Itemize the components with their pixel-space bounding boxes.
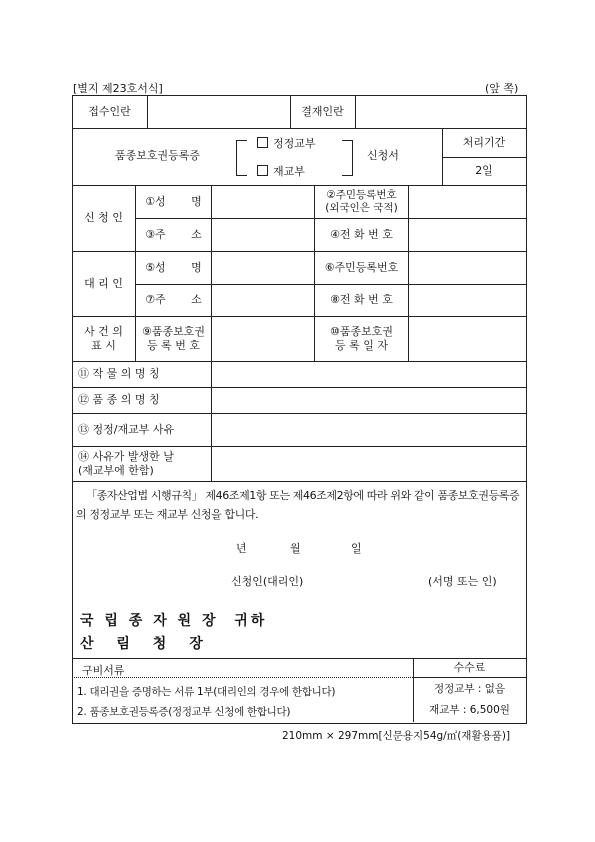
agent-name-label: ⑤성 명 [145, 260, 202, 274]
case-reg-no-label: ⑨품종보호권 등 록 번 호 [142, 325, 205, 352]
agent-id-label: ⑥주민등록번호 [324, 260, 399, 274]
certificate-name: 품종보호권등록증 [114, 149, 200, 163]
fees-correction: 정정교부 : 없음 [433, 683, 506, 696]
case-reg-date-field[interactable] [409, 317, 525, 360]
crop-name-field[interactable] [212, 362, 525, 386]
approval-stamp-area[interactable] [356, 96, 524, 127]
applicant-id-field[interactable] [409, 186, 525, 217]
agent-id-field[interactable] [409, 252, 525, 283]
agent-address-label: ⑦주 소 [145, 293, 202, 307]
approval-stamp-label: 결재인란 [301, 104, 344, 118]
statement-text: 「종자산업법 시행규칙」 제46조제1항 또는 제46조제2항에 따라 위와 같이 품종보호권등록증의 정정교부 또는 재교부 신청을 합니다. [76, 489, 520, 521]
option-correction[interactable] [257, 135, 316, 151]
agent-phone-label: ⑧전 화 번 호 [330, 293, 393, 307]
option-reissue-label: 재교부 [273, 165, 305, 178]
date-month: 월 [290, 542, 301, 555]
variety-name-label: ⑫ 품 종 의 명 칭 [78, 393, 160, 407]
case-reg-date-label: ⑩품종보호권 등 록 일 자 [330, 325, 393, 352]
option-correction-label: 정정교부 [273, 137, 316, 150]
case-reg-no-field[interactable] [212, 317, 313, 360]
applicant-address-field[interactable] [212, 219, 313, 250]
addressee-line2: 산 림 청 장 [80, 636, 212, 652]
receipt-stamp-label: 접수인란 [88, 104, 131, 118]
fees-reissue: 재교부 : 6,500원 [429, 704, 510, 717]
agent-address-field[interactable] [212, 285, 313, 315]
case-section-label: 사 건 의 표 시 [84, 325, 123, 352]
applicant-address-label: ③주 소 [145, 227, 202, 241]
date-day: 일 [351, 542, 362, 555]
documents-item2: 2. 품종보호권등록증(정정교부 신청에 한합니다) [77, 706, 291, 718]
page-side-label: (앞 쪽) [485, 82, 519, 95]
receipt-stamp-area[interactable] [148, 96, 289, 127]
bracket-left [236, 140, 247, 176]
applicant-phone-field[interactable] [409, 219, 525, 250]
processing-period-label: 처리기간 [462, 135, 506, 149]
documents-item1: 1. 대리권을 증명하는 서류 1부(대리인의 경우에 한합니다) [77, 686, 336, 698]
applicant-id-label: ②주민등록번호 (외국인은 국적) [325, 188, 398, 214]
agent-phone-field[interactable] [409, 285, 525, 315]
agent-section-label: 대 리 인 [84, 276, 123, 290]
fees-title: 수수료 [453, 660, 486, 674]
addressee-line1: 국 립 종 자 원 장 귀하 [80, 613, 268, 629]
paper-spec: 210mm × 297mm[신문용지54g/㎡(재활용품)] [282, 730, 511, 742]
documents-title: 구비서류 [82, 664, 125, 677]
reason-label: ⑬ 정정/재교부 사유 [78, 422, 175, 436]
applicant-name-field[interactable] [212, 186, 313, 217]
reissue-checkbox[interactable] [257, 165, 268, 176]
agent-name-field[interactable] [212, 252, 313, 283]
date-year: 년 [236, 542, 247, 555]
crop-name-label: ⑪ 작 물 의 명 칭 [78, 367, 160, 381]
form-number: [별지 제23호서식] [73, 82, 163, 95]
correction-checkbox[interactable] [257, 137, 268, 148]
option-reissue[interactable] [257, 163, 305, 179]
application-word: 신청서 [367, 149, 399, 163]
occurrence-date-label: ⑭ 사유가 발생한 날 (재교부에 한함) [78, 450, 174, 477]
reason-field[interactable] [212, 414, 525, 445]
applicant-name-label: ①성 명 [145, 194, 202, 208]
applicant-section-label: 신 청 인 [84, 211, 123, 225]
sign-note: (서명 또는 인) [428, 575, 497, 588]
signer-label: 신청인(대리인) [231, 575, 304, 588]
applicant-phone-label: ④전 화 번 호 [330, 227, 393, 241]
occurrence-date-field[interactable] [212, 447, 525, 480]
bracket-right [342, 140, 353, 176]
variety-name-field[interactable] [212, 388, 525, 412]
processing-period-value: 2일 [475, 164, 493, 178]
